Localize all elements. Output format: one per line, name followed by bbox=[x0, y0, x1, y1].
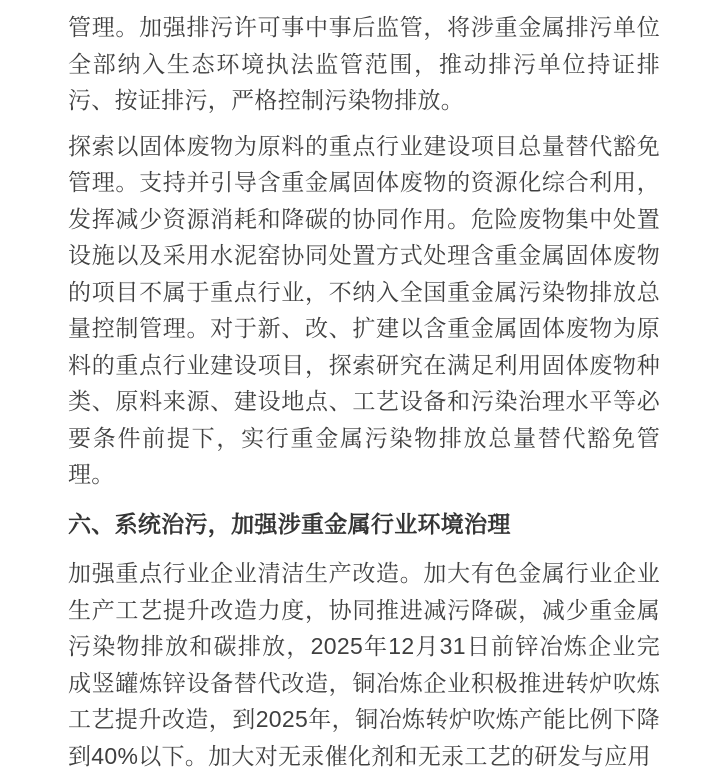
paragraph-clean-production: 加强重点行业企业清洁生产改造。加大有色金属行业企业生产工艺提升改造力度，协同推进减污降碳，减少重金属污染物排放和碳排放，2025年12月31日前锌冶炼企业完成竖罐炼锌设备替代改造，铜冶炼企业积极推进转炉吹炼工艺提升改造，到2025年，铜冶炼转炉吹炼产能比例下降到40%以下。加大对无汞催化剂和无汞工艺的研发与应用 bbox=[68, 560, 660, 769]
section-heading-six: 六、系统治污，加强涉重金属行业环境治理 bbox=[68, 510, 511, 537]
paragraph-solid-waste-exemption: 探索以固体废物为原料的重点行业建设项目总量替代豁免管理。支持并引导含重金属固体废物的资源化综合利用，发挥减少资源消耗和降碳的协同作用。危险废物集中处置设施以及采用水泥窑协同处置方式处理含重金属固体废物的项目不属于重点行业，不纳入全国重金属污染物排放总量控制管理。对于新、改、扩建以含重金属固体废物为原料的重点行业建设项目，探索研究在满足利用固体废物种类、原料来源、建设地点、工艺设备和污染治理水平等必要条件前提下，实行重金属污染物排放总量替代豁免管理。 bbox=[68, 132, 660, 487]
paragraph-permit-supervision: 管理。加强排污许可事中事后监管，将涉重金属排污单位全部纳入生态环境执法监管范围，推动排污单位持证排污、按证排污，严格控制污染物排放。 bbox=[68, 14, 660, 113]
